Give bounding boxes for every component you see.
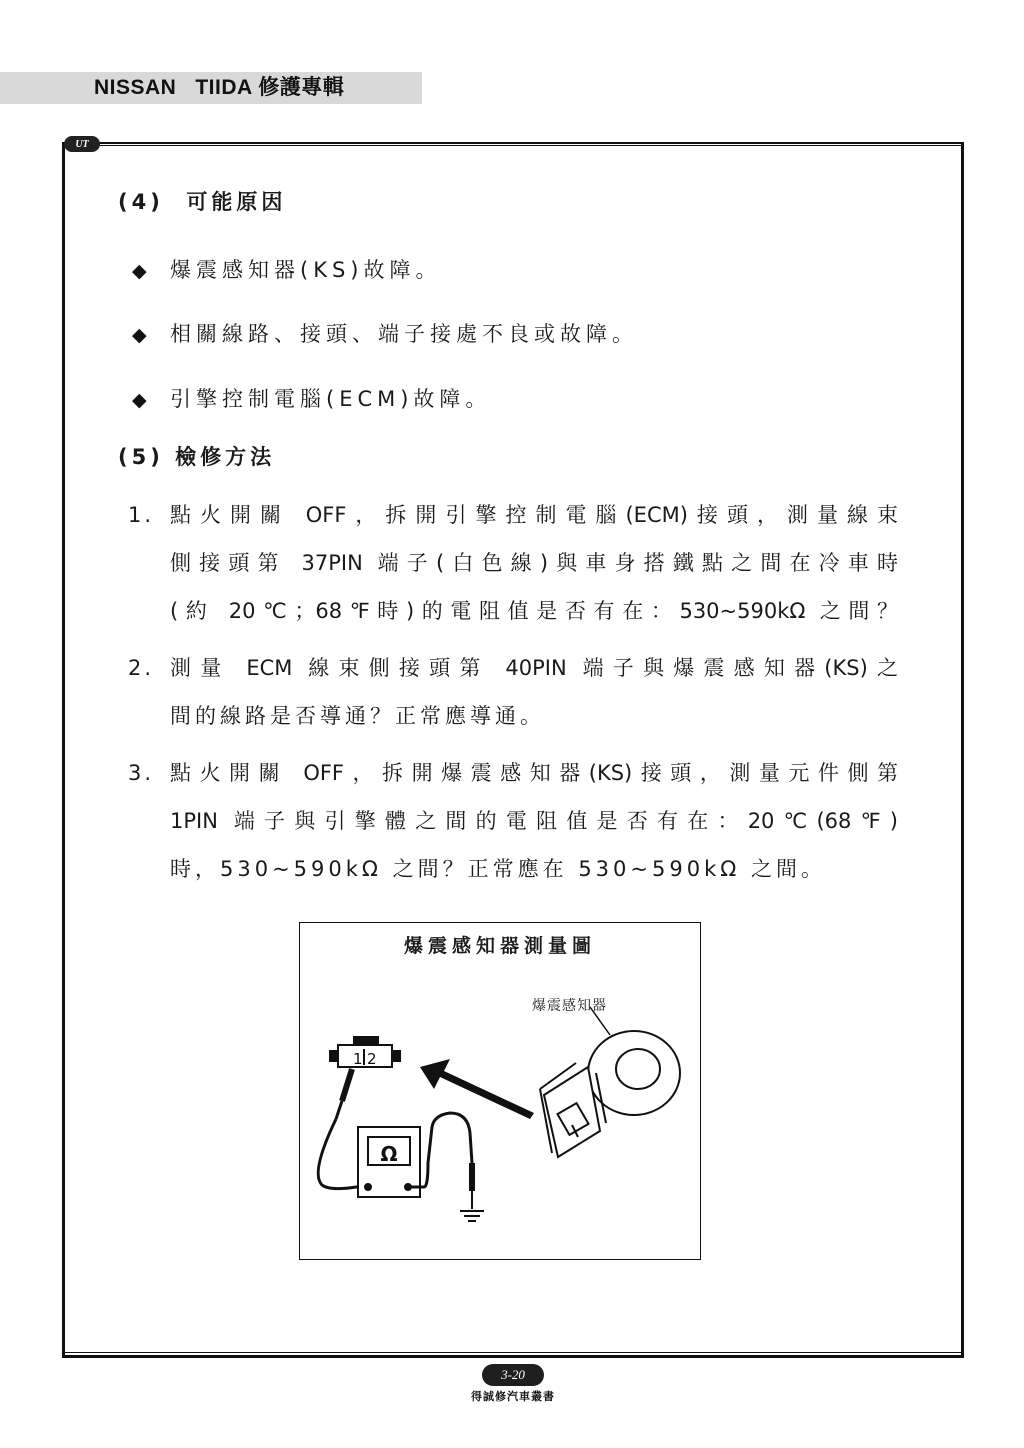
sensor-label: 爆震感知器	[532, 998, 607, 1014]
publisher-name: 得誠修汽車叢書	[471, 1390, 555, 1403]
step-text-line: 1PIN 端子與引擎體之間的電阻值是否有在：20℃(68℉)	[170, 809, 898, 833]
cause-item	[132, 318, 638, 350]
diagram-illustration	[300, 923, 700, 1259]
cause-item	[132, 254, 442, 286]
step-text-line: 測量 ECM 線束側接頭第 40PIN 端子與爆震感知器(KS)之	[170, 656, 898, 680]
step-text-line: 側接頭第 37PIN 端子(白色線)與車身搭鐵點之間在冷車時	[170, 551, 898, 575]
step-text-line: (約 20℃；68℉時)的電阻值是否有在：530~590kΩ 之間？	[170, 599, 898, 623]
step-number: 3.	[128, 761, 155, 785]
cause-item-text: 引擎控制電腦(ECM)故障。	[170, 387, 492, 411]
step-text-line: 點火開關 OFF，拆開爆震感知器(KS)接頭，測量元件側第	[170, 761, 898, 785]
cause-item-text: 爆震感知器(KS)故障。	[170, 258, 442, 282]
knock-sensor-icon	[540, 1031, 680, 1157]
connector-icon	[330, 1037, 400, 1067]
ohm-symbol: Ω	[380, 1142, 398, 1166]
top-rule	[62, 142, 964, 146]
connector-pin-2: 2	[367, 1050, 377, 1068]
step-text-line: 時，530~590kΩ 之間？正常應在 530~590kΩ 之間。	[170, 857, 826, 881]
ground-icon	[460, 1211, 484, 1221]
step-text-line: 間的線路是否導通？正常應導通。	[170, 704, 545, 728]
diamond-bullet-icon: ◆	[132, 324, 147, 346]
probe-lead	[318, 1069, 362, 1189]
bottom-rule	[62, 1352, 964, 1358]
knock-sensor-diagram	[299, 922, 701, 1260]
diagram-title: 爆震感知器測量圖	[403, 935, 596, 957]
inspection-heading: (5) 檢修方法	[118, 445, 276, 469]
connector-pin-1: 1	[353, 1050, 363, 1068]
cause-item-text: 相關線路、接頭、端子接處不良或故障。	[170, 322, 638, 346]
publisher-logo: UT	[64, 136, 100, 152]
step-number: 1.	[128, 503, 155, 527]
diamond-bullet-icon: ◆	[132, 389, 147, 411]
diamond-bullet-icon: ◆	[132, 260, 147, 282]
step-number: 2.	[128, 656, 155, 680]
page-number: 3-20	[482, 1364, 544, 1386]
step-text-line: 點火開關 OFF，拆開引擎控制電腦(ECM)接頭，測量線束	[170, 503, 898, 527]
causes-heading: (4) 可能原因	[118, 190, 287, 214]
cause-item	[132, 383, 491, 415]
arrow-icon	[420, 1059, 534, 1119]
header-title: NISSAN TIIDA 修護專輯	[94, 76, 345, 99]
